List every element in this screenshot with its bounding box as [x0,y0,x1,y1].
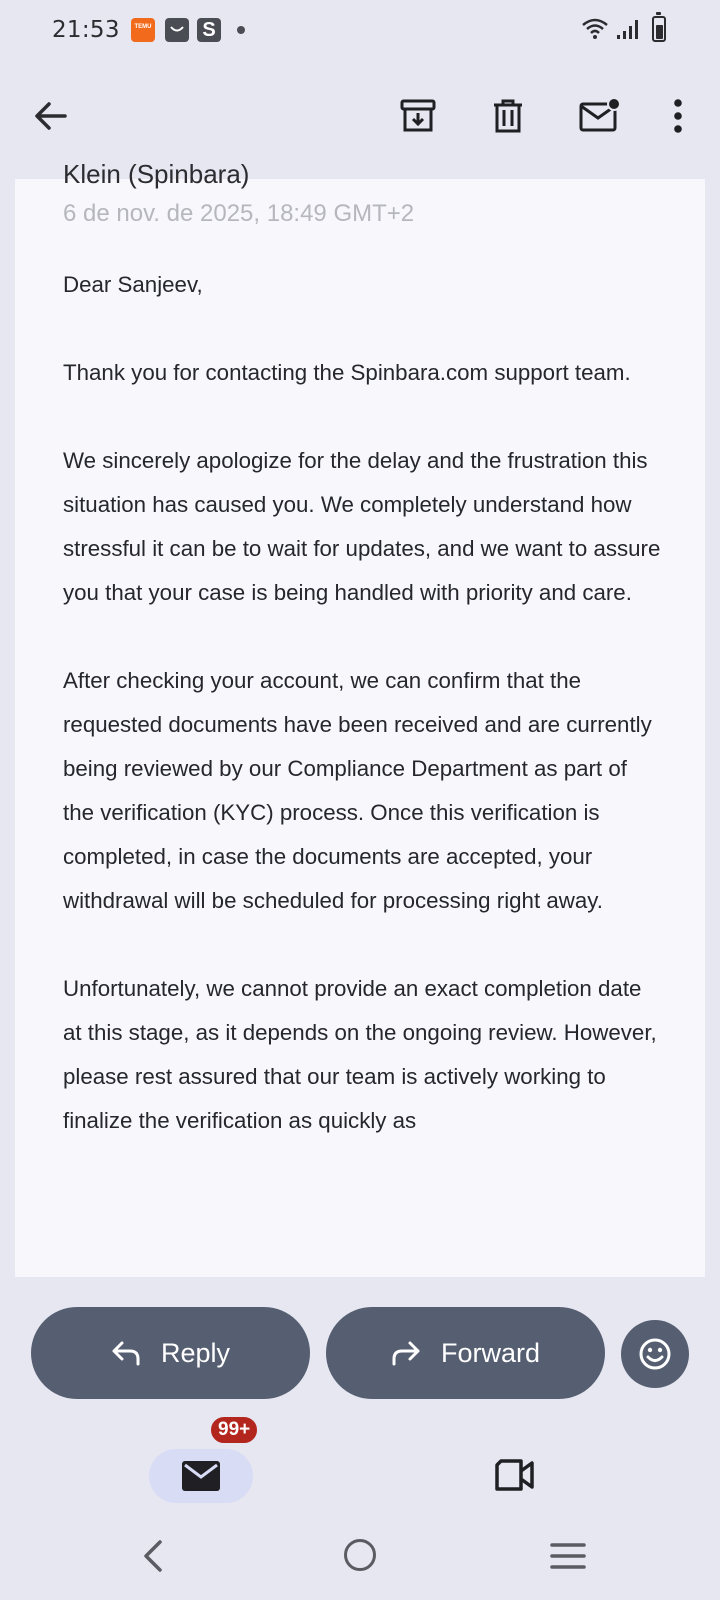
forward-button[interactable] [326,1307,605,1399]
reply-button[interactable] [31,1307,310,1399]
battery-icon [652,16,666,42]
mail-unread-icon [579,98,621,134]
email-paragraph: Unfortunately, we cannot provide an exact completion date at this stage, as it depends on the ongoing review. However, please rest assured that our team is actively working to finalize the verification as quickly as [63,976,657,1133]
more-options-button[interactable] [654,92,702,140]
emoji-reaction-button[interactable] [621,1320,689,1388]
email-paragraph: Thank you for contacting the Spinbara.com support team. [63,360,631,385]
email-paragraph: After checking your account, we can confirm that the requested documents have been received and are currently being reviewed by our Compliance Department as part of the verification (KYC) process. Once this verification is completed, in case the documents are accepted, your withdrawal will be scheduled for processing right away. [63,668,652,913]
mail-tab[interactable] [149,1449,253,1503]
email-paragraph: We sincerely apologize for the delay and the frustration this situation has caused you. We completely understand how stressful it can be to wait for updates, and we want to assure you that your case is being handled with priority and care. [63,448,661,605]
trash-icon [490,98,526,134]
sender-name[interactable]: Klein (Spinbara) [63,159,250,189]
email-body [63,263,663,1187]
email-paragraph: Dear Sanjeev, [63,272,203,297]
system-back-button[interactable] [138,1539,168,1573]
more-notifications-dot-icon [237,26,245,34]
wifi-icon [582,18,608,40]
reply-actions [0,1277,720,1430]
smiley-icon [638,1337,672,1371]
email-date: 6 de nov. de 2025, 18:49 GMT+2 [63,200,415,227]
archive-button[interactable] [394,92,442,140]
shopping-bag-notification-icon [165,18,189,42]
email-message-card [15,159,705,1277]
status-time: 21:53 [52,17,120,43]
back-button[interactable] [27,92,75,140]
unread-count-badge: 99+ [209,1415,259,1445]
system-navigation-bar [0,1525,720,1600]
cell-signal-icon [617,18,641,40]
reply-arrow-icon [111,1340,141,1366]
bottom-navigation [0,1419,720,1525]
delete-button[interactable] [484,92,532,140]
status-bar [0,0,720,64]
archive-icon [400,98,436,134]
mark-unread-button[interactable] [576,92,624,140]
meet-tab[interactable] [494,1458,536,1497]
forward-arrow-icon [391,1340,421,1366]
arrow-left-icon [33,98,69,134]
mail-icon [181,1460,221,1492]
forward-label: Forward [440,1337,541,1368]
system-home-button[interactable] [344,1539,376,1571]
system-recents-button[interactable] [550,1542,586,1570]
temu-notification-icon: TEMU [131,18,155,42]
more-vert-icon [673,98,683,134]
video-camera-icon [494,1458,536,1492]
s-app-notification-icon: S [197,18,221,42]
reply-label: Reply [160,1337,231,1368]
